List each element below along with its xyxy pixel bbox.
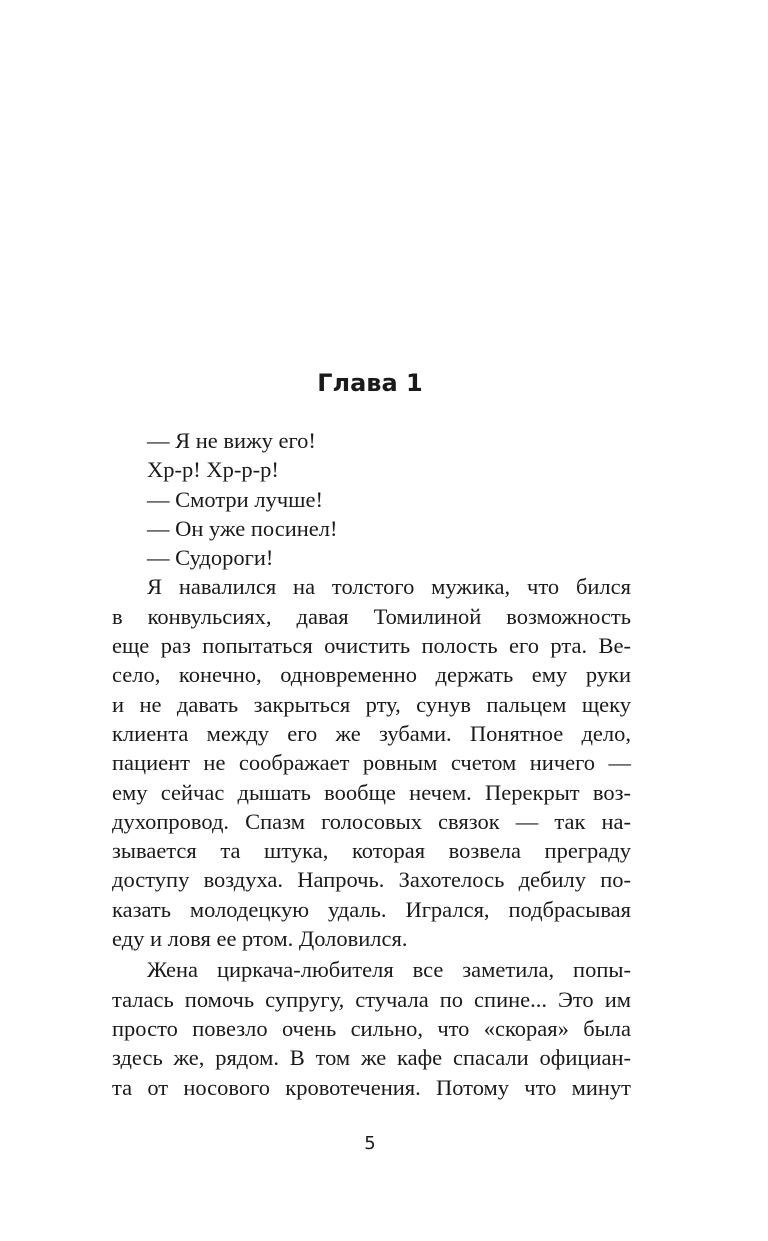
paragraph-line: доступу воздуха. Напрочь. Захотелось дебилу по-	[112, 867, 631, 893]
paragraph-line: Жена циркача-любителя все заметила, попы-	[147, 957, 631, 983]
dialogue-line: Хр-р! Хр-р-р!	[147, 457, 279, 483]
paragraph-line: зывается та штука, которая возвела преграду	[112, 838, 631, 864]
paragraph-line: просто повезло очень сильно, что «скорая» была	[112, 1015, 631, 1041]
paragraph-line: в конвульсиях, давая Томилиной возможность	[112, 603, 631, 629]
chapter-title: Глава 1	[317, 369, 423, 397]
paragraph-line: здесь же, рядом. В том же кафе спасали официан-	[112, 1045, 631, 1071]
dialogue-line: — Судороги!	[147, 545, 274, 571]
dialogue-line: — Я не вижу его!	[147, 428, 316, 453]
paragraph-line: та от носового кровотечения. Потому что минут	[112, 1074, 631, 1100]
paragraph-line: клиента между его же зубами. Понятное дело,	[112, 720, 631, 746]
page-number: 5	[364, 1133, 376, 1154]
paragraph-line: духопровод. Спазм голосовых связок — так на-	[112, 808, 631, 834]
paragraph-line: еду и ловя ее ртом. Доловился.	[112, 926, 408, 952]
paragraph-line: еще раз попытаться очистить полость его рта. Ве-	[112, 633, 631, 659]
paragraph-line: и не давать закрыться рту, сунув пальцем щеку	[112, 691, 631, 717]
body-text	[112, 426, 631, 1102]
paragraph-line: казать молодецкую удаль. Игрался, подбрасывая	[112, 896, 631, 922]
dialogue-line: — Смотри лучше!	[147, 486, 323, 512]
paragraph-line: талась помочь супругу, стучала по спине... Это им	[112, 986, 631, 1012]
paragraph-line: пациент не соображает ровным счетом ничего —	[112, 750, 631, 776]
paragraph-line: село, конечно, одновременно держать ему руки	[112, 662, 631, 688]
dialogue-line: — Он уже посинел!	[147, 515, 338, 541]
paragraph-line: ему сейчас дышать вообще нечем. Перекрыт воз-	[112, 779, 631, 805]
paragraph-line: Я навалился на толстого мужика, что бился	[147, 574, 631, 600]
